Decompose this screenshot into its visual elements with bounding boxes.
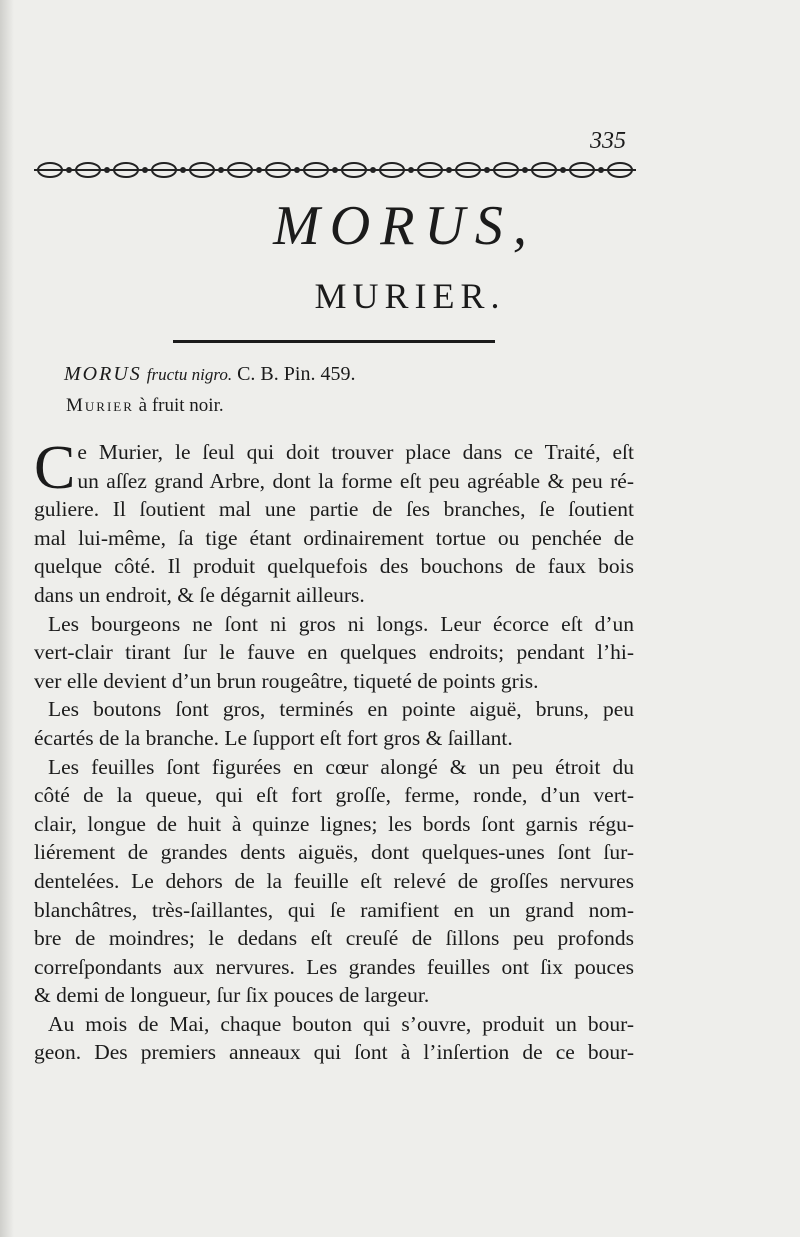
text-line: & demi de longueur, ſur ſix pouces de largeur.: [34, 983, 430, 1008]
common-name-rest: à fruit noir.: [133, 395, 224, 416]
text-line: Les boutons ſont gros, terminés en pointe aiguë, bruns, peu: [48, 697, 634, 722]
text-line: geon. Des premiers anneaux qui ſont à l’inſertion de ce bour-: [34, 1040, 634, 1065]
text-line: liérement de grandes dents aiguës, dont quelques-unes ſont ſur-: [34, 840, 634, 865]
text-line: un aſſez grand Arbre, dont la forme eſt peu agréable & peu ré-: [77, 468, 634, 493]
paragraph: [34, 610, 634, 696]
text-line: correſpondants aux nervures. Les grandes feuilles ont ſix pouces: [34, 954, 634, 979]
text-line: clair, longue de huit à quinze lignes; les bords ſont garnis régu-: [34, 811, 634, 836]
decorative-border-ornament: [30, 158, 640, 182]
text-line: dentelées. Le dehors de la feuille eſt relevé de groſſes nervures: [34, 868, 634, 893]
page-number: 335: [590, 128, 626, 154]
synonym-descriptor: fructu nigro.: [146, 365, 233, 384]
paragraph: [34, 753, 634, 1010]
page-subtitle: MURIER.: [314, 276, 506, 316]
title-rule: [173, 340, 495, 343]
botanical-synonym: [64, 360, 624, 389]
text-line: ver elle devient d’un brun rougeâtre, tiqueté de points gris.: [34, 668, 539, 693]
paragraph: [34, 695, 634, 752]
text-line: guliere. Il ſoutient mal une partie de ſes branches, ſe ſoutient: [34, 497, 634, 522]
body-text: [34, 434, 634, 1067]
text-line: côté de la queue, qui eſt fort groſſe, ferme, ronde, d’un vert-: [34, 783, 634, 808]
text-line: mal lui-même, ſa tige étant ordinairement tortue ou penchée de: [34, 525, 634, 550]
paragraph: [34, 1010, 634, 1067]
text-line: dans un endroit, & ſe dégarnit ailleurs.: [34, 582, 365, 607]
text-line: Au mois de Mai, chaque bouton qui s’ouvre, produit un bour-: [48, 1011, 634, 1036]
synonym-genus: MORUS: [64, 363, 142, 385]
page-gutter-shadow: [0, 0, 14, 1237]
paragraph: [34, 434, 634, 610]
text-line: e Murier, le ſeul qui doit trouver place dans ce Traité, eſt: [77, 440, 634, 464]
common-name-first: Murier: [66, 395, 134, 416]
text-line: Les bourgeons ne ſont ni gros ni longs. Leur écorce eſt d’un: [48, 611, 634, 636]
synonym-reference: C. B. Pin. 459.: [237, 363, 356, 385]
text-line: quelque côté. Il produit quelquefois des bouchons de faux bois: [34, 554, 634, 579]
text-line: Les feuilles ſont figurées en cœur alongé & un peu étroit du: [48, 754, 634, 779]
text-line: écartés de la branche. Le ſupport eſt fort gros & ſaillant.: [34, 725, 513, 750]
text-line: blanchâtres, très-ſaillantes, qui ſe ramifient en un grand nom-: [34, 897, 634, 922]
common-name: [66, 392, 626, 420]
text-line: bre de moindres; le dedans eſt creuſé de ſillons peu profonds: [34, 926, 634, 951]
page-title: MORUS,: [273, 195, 537, 257]
text-line: vert-clair tirant ſur le fauve en quelques endroits; pendant l’hi-: [34, 640, 634, 665]
drop-cap: C: [34, 434, 76, 502]
